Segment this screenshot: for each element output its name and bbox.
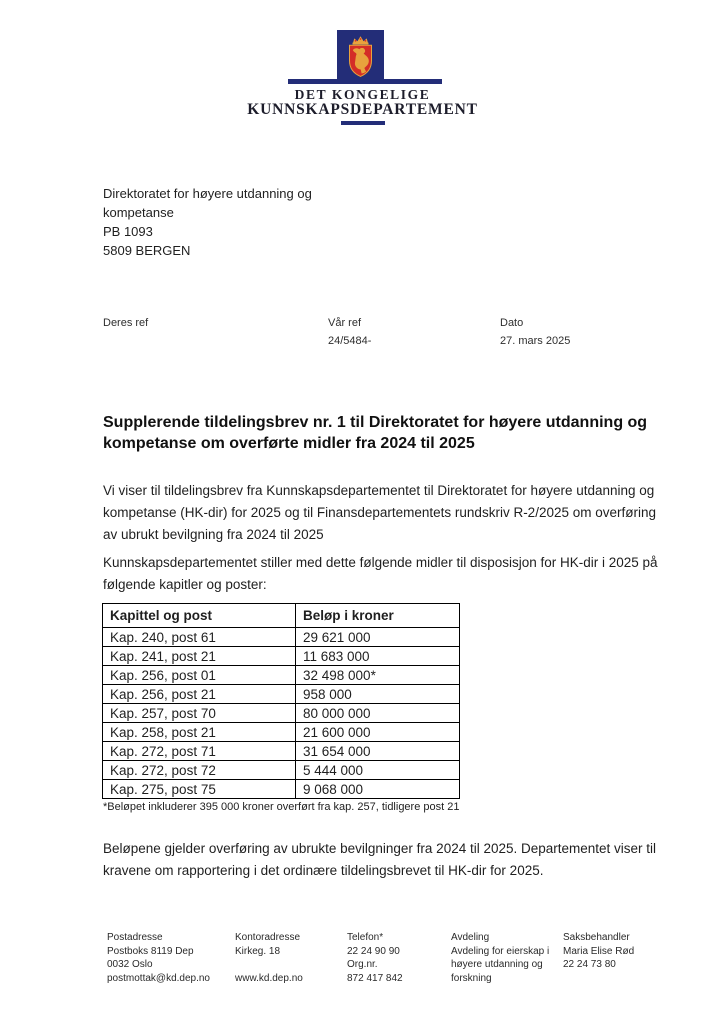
cell-kapittel: Kap. 258, post 21 bbox=[103, 723, 296, 742]
footer-telefon bbox=[347, 931, 403, 985]
paragraph-closing: Beløpene gjelder overføring av ubrukte bevilgninger fra 2024 til 2025. Departementet viser til kravene om rapportering i det ordinære tildelingsbrevet til HK-dir for 2025. bbox=[103, 841, 657, 878]
footer-line: www.kd.dep.no bbox=[235, 972, 303, 984]
recipient-line: 5809 BERGEN bbox=[103, 243, 191, 258]
footer-line: Avdeling for eierskap i bbox=[451, 945, 550, 957]
table-footnote: *Beløpet inkluderer 395 000 kroner overført fra kap. 257, tidligere post 21 bbox=[103, 801, 460, 813]
cell-belop: 29 621 000 bbox=[296, 628, 460, 647]
table-row bbox=[103, 780, 460, 799]
table-row bbox=[103, 666, 460, 685]
document-title: Supplerende tildelingsbrev nr. 1 til Direktoratet for høyere utdanning og kompetanse om overførte midler fra 2024 til 2025 bbox=[103, 414, 648, 452]
cell-kapittel: Kap. 275, post 75 bbox=[103, 780, 296, 799]
recipient-line: PB 1093 bbox=[103, 224, 153, 239]
footer-line: Postboks 8119 Dep bbox=[107, 945, 194, 957]
cell-belop: 31 654 000 bbox=[296, 742, 460, 761]
table-row bbox=[103, 723, 460, 742]
footer-line: høyere utdanning og bbox=[451, 959, 543, 970]
table-row bbox=[103, 647, 460, 666]
coat-of-arms-icon bbox=[337, 30, 384, 84]
cell-belop: 9 068 000 bbox=[296, 780, 460, 799]
cell-kapittel: Kap. 256, post 21 bbox=[103, 685, 296, 704]
footer-line: Avdeling bbox=[451, 932, 490, 943]
footer-line: 872 417 842 bbox=[347, 972, 403, 984]
footer-line: Org.nr. bbox=[347, 959, 378, 970]
cell-belop: 5 444 000 bbox=[296, 761, 460, 780]
dato-value: 27. mars 2025 bbox=[500, 335, 571, 347]
footer-line: Telefon* bbox=[347, 932, 384, 943]
footer-postadresse bbox=[107, 931, 210, 985]
cell-belop: 21 600 000 bbox=[296, 723, 460, 742]
footer-saksbehandler bbox=[563, 931, 634, 972]
cell-kapittel: Kap. 272, post 71 bbox=[103, 742, 296, 761]
cell-kapittel: Kap. 257, post 70 bbox=[103, 704, 296, 723]
table-header-row bbox=[103, 604, 460, 628]
cell-kapittel: Kap. 240, post 61 bbox=[103, 628, 296, 647]
cell-belop: 32 498 000* bbox=[296, 666, 460, 685]
recipient-line: Direktoratet for høyere utdanning og bbox=[103, 186, 312, 201]
cell-kapittel: Kap. 272, post 72 bbox=[103, 761, 296, 780]
cell-belop: 11 683 000 bbox=[296, 647, 460, 666]
footer-line: Saksbehandler bbox=[563, 932, 630, 943]
table-row bbox=[103, 704, 460, 723]
cell-belop: 958 000 bbox=[296, 685, 460, 704]
table-row bbox=[103, 761, 460, 780]
ministry-name-line2: KUNNSKAPSDEPARTEMENT bbox=[247, 101, 478, 118]
table-row bbox=[103, 685, 460, 704]
footer-line: Kirkeg. 18 bbox=[235, 945, 281, 957]
footer-avdeling bbox=[451, 931, 549, 985]
footer-line: Kontoradresse bbox=[235, 932, 301, 943]
dato-label: Dato bbox=[500, 317, 524, 329]
ministry-name-line1: DET KONGELIGE bbox=[294, 87, 431, 102]
var-ref-label: Vår ref bbox=[328, 317, 362, 329]
recipient-line: kompetanse bbox=[103, 205, 174, 220]
table-row bbox=[103, 742, 460, 761]
footer-line: 22 24 90 90 bbox=[347, 945, 400, 957]
table-row bbox=[103, 628, 460, 647]
paragraph-intro: Vi viser til tildelingsbrev fra Kunnskapsdepartementet til Direktoratet for høyere utdanning og kompetanse (HK-dir) for 2025 og til Finansdepartementets rundskriv R-2/2025 om overføring av ubrukt bevilgning fra 2024 til 2025 bbox=[103, 483, 656, 542]
deres-ref-label: Deres ref bbox=[103, 317, 149, 329]
cell-kapittel: Kap. 256, post 01 bbox=[103, 666, 296, 685]
footer-line: forskning bbox=[451, 972, 492, 984]
var-ref-value: 24/5484- bbox=[328, 335, 372, 347]
cell-kapittel: Kap. 241, post 21 bbox=[103, 647, 296, 666]
crest-bottom-bar bbox=[341, 121, 385, 125]
footer-kontoradresse bbox=[235, 931, 303, 985]
footer-line: postmottak@kd.dep.no bbox=[107, 972, 210, 984]
cell-belop: 80 000 000 bbox=[296, 704, 460, 723]
recipient-address bbox=[103, 184, 312, 260]
allocations-table bbox=[102, 603, 460, 799]
header-kapittel: Kapittel og post bbox=[103, 604, 296, 628]
footer-line: 0032 Oslo bbox=[107, 959, 153, 970]
footer-line: 22 24 73 80 bbox=[563, 959, 616, 970]
header-belop: Beløp i kroner bbox=[296, 604, 460, 628]
footer-line bbox=[235, 958, 303, 972]
paragraph-disposition: Kunnskapsdepartementet stiller med dette følgende midler til disposisjon for HK-dir i 2025 på følgende kapitler og poster: bbox=[103, 555, 658, 592]
footer-line: Maria Elise Rød bbox=[563, 945, 635, 957]
footer-line: Postadresse bbox=[107, 932, 163, 943]
